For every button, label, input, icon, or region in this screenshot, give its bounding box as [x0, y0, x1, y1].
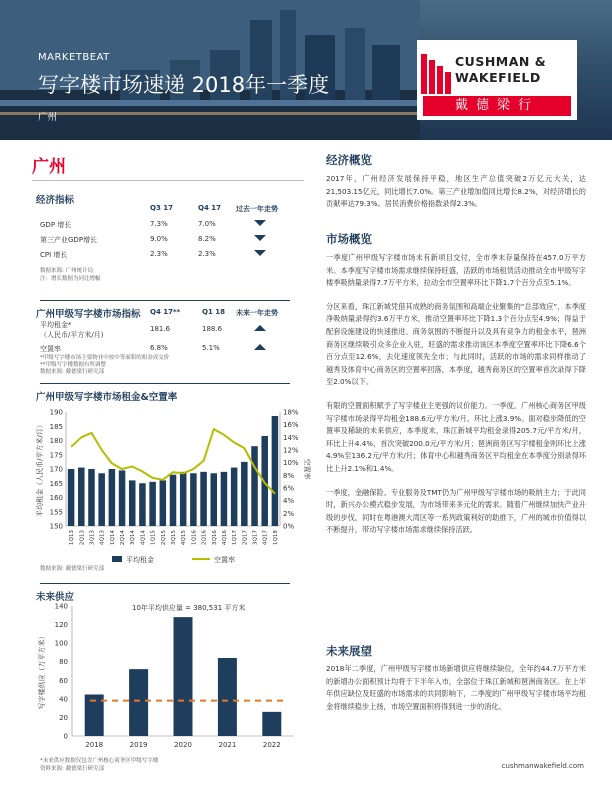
supply-y-tick-label: 40	[59, 695, 68, 704]
trend-down-icon	[254, 235, 266, 241]
rent-y-tick-label: 150	[49, 522, 63, 531]
rent-x-tick-label: 1Q13	[69, 530, 76, 546]
supply-bar	[129, 669, 148, 736]
econ-row-label: 第三产业GDP增长	[40, 236, 98, 244]
rent-x-tick-label: 2Q16	[201, 530, 208, 546]
rent-x-tick-label: 4Q14	[140, 530, 147, 546]
rent-bar	[170, 475, 177, 526]
econ-row-q4: 2.3%	[198, 250, 216, 258]
trend-up-icon	[254, 344, 266, 350]
econ-col-q4: Q4 17	[198, 204, 221, 212]
rent-x-tick-label: 2Q13	[79, 530, 86, 546]
rent-bar	[221, 472, 228, 526]
econ-row-q4: 7.0%	[198, 220, 216, 228]
rent-y-tick-label: 190	[49, 408, 63, 417]
rent-chart-source: 数据来源: 戴德梁行研究部	[40, 566, 105, 572]
rent-bar	[78, 468, 85, 526]
rent-bar	[98, 473, 105, 526]
rent-bar	[190, 473, 197, 526]
rent-x-tick-label: 4Q17	[262, 530, 269, 546]
rent-x-tick-label: 1Q16	[191, 530, 198, 546]
trend-up-icon	[254, 325, 266, 331]
supply-x-tick-label: 2020	[174, 741, 192, 749]
office-row-q4: 181.6	[150, 325, 171, 333]
logo-text-line2: WAKEFIELD	[455, 70, 541, 85]
table-row	[40, 320, 290, 342]
table-row	[40, 250, 290, 262]
header-banner	[0, 0, 612, 140]
supply-note: *未来供应数据仅包含广州核心商务区甲级写字楼	[40, 758, 159, 764]
future-supply-chart	[32, 598, 310, 758]
table-row	[40, 220, 290, 232]
ten-year-average-label: 10年平均供应量 = 380,531 平方米	[132, 604, 246, 612]
econ-row-label: CPI 增长	[40, 251, 68, 259]
rent-x-tick-label: 3Q13	[89, 530, 96, 546]
office-table-top-rule	[40, 300, 290, 301]
rent-x-tick-label: 1Q14	[109, 530, 116, 546]
office-row-label: 空置率	[40, 345, 61, 353]
supply-y-tick-label: 100	[54, 639, 68, 648]
supply-y-tick-label: 140	[54, 602, 68, 611]
vacancy-y-tick-label: 18%	[283, 408, 299, 417]
supply-y-tick-label: 20	[59, 713, 68, 722]
office-row-label: 平均租金*	[40, 321, 72, 329]
supply-x-tick-label: 2021	[218, 741, 237, 749]
legend-rent-label: 平均租金	[126, 556, 154, 564]
office-col-q4: Q4 17**	[150, 308, 181, 316]
rent-bar	[129, 480, 136, 526]
market-overview-paragraph-1: 一季度广州甲级写字楼市场未有新项目交付，全市季末存量保持在457.0万平方米。本季度写字楼市场需求继续保持旺盛，活跃的市场租赁活动推动全市甲级写字楼季吸纳量录得7.7万平方米，拉动全市空置率环比下降1.7个百分点至5.1%。	[326, 253, 586, 288]
econ-source-note: 数据来源: 广州统计局	[40, 268, 94, 274]
supply-source: 资料来源: 戴德梁行研究部	[40, 766, 105, 772]
supply-bar	[218, 658, 237, 736]
rent-chart-top-rule	[40, 383, 290, 384]
economic-overview-text: 2017年，广州经济发展保持平稳，地区生产总值突破2万亿元大关，达21,503.15亿元，同比增长7.0%。第三产业增加值同比增长8.2%，对经济增长的贡献率达79.3%。居民消费价格指数录得2.3%。	[326, 174, 586, 209]
rent-y-tick-label: 165	[49, 479, 63, 488]
rent-x-tick-label: 4Q15	[181, 530, 188, 546]
econ-row-q3: 9.0%	[150, 235, 168, 243]
market-overview-paragraph-4: 一季度，金融保险、专业服务及TMT仍为广州甲级写字楼市场的吸纳主力；于此同时，新兴办公模式稳步发展，为市场带来多元化的需求。随着广州继续加快产业升级的步伐，同时在粤港澳大湾区等一系列政策利好的助推下，广州的城市价值得以不断提升，带动写字楼市场需求继续保持活跃。	[326, 487, 586, 535]
logo-mark-icon	[421, 54, 451, 94]
vacancy-y-tick-label: 6%	[283, 484, 295, 493]
market-overview-section	[326, 231, 586, 537]
rent-x-tick-label: 2Q17	[242, 530, 249, 546]
rent-bar	[251, 446, 258, 526]
legend-rent-swatch	[112, 556, 122, 562]
vacancy-y-tick-label: 16%	[283, 421, 299, 430]
trend-down-icon	[254, 220, 266, 226]
rent-x-tick-label: 1Q15	[150, 530, 157, 546]
rent-x-tick-label: 3Q17	[252, 530, 259, 546]
office-row-q4: 6.8%	[150, 344, 168, 352]
rent-bar	[231, 468, 238, 526]
supply-bar	[262, 712, 281, 736]
econ-row-q3: 2.3%	[150, 250, 168, 258]
rent-y-tick-label: 180	[49, 437, 63, 445]
office-row-q1: 188.6	[202, 325, 223, 333]
supply-y-tick-label: 0	[63, 732, 68, 741]
rent-x-tick-label: 1Q17	[232, 530, 239, 546]
vacancy-y-tick-label: 0%	[283, 522, 295, 531]
office-table-header	[40, 308, 290, 320]
supply-y-axis-label: 写字楼供应（万平方米）	[38, 632, 46, 710]
rent-x-tick-label: 3Q15	[171, 530, 177, 546]
footer-website-link[interactable]: cushmanwakefield.com	[501, 762, 584, 770]
supply-bar	[174, 617, 193, 736]
rent-x-tick-label: 4Q13	[99, 530, 106, 546]
market-overview-heading: 市场概览	[326, 232, 372, 246]
rent-bar	[180, 472, 187, 526]
vacancy-y-tick-label: 8%	[283, 471, 295, 480]
office-note-source: 数据来源: 戴德梁行研究部	[40, 369, 105, 375]
econ-col-q3: Q3 17	[150, 204, 173, 212]
vacancy-y-tick-label: 14%	[283, 433, 299, 442]
rent-vacancy-chart	[32, 400, 310, 568]
rent-bar	[88, 469, 95, 526]
vacancy-y-tick-label: 4%	[283, 497, 295, 506]
rent-y-axis-label: 平均租金（人民币/平方米/月）	[36, 421, 44, 517]
rent-bar	[272, 416, 279, 526]
econ-table-header	[40, 204, 290, 216]
marketbeat-label: MARKETBEAT	[38, 52, 110, 63]
econ-row-q4: 8.2%	[198, 235, 216, 243]
supply-y-tick-label: 120	[54, 621, 68, 630]
market-overview-paragraph-3: 有限的空置面积赋予了写字楼业主更强的议价能力。一季度，广州核心商务区甲级写字楼市场录得平均租金188.6元/平方米/月，环比上涨3.9%。面对稳步降低的空置率及稀缺的未来供应，本季度末，珠江新城平均租金录得205.7元/平方米/月，环比上升4.4%，首次突破200.0元/平方米/月；琶洲商务区写字楼租金则环比上涨4.9%至136.2元/平方米/月；体育中心和越秀商务区平均租金在本季度分别录得环比上升2.1%和1.4%。	[326, 400, 586, 473]
vacancy-y-tick-label: 2%	[283, 509, 295, 518]
city-heading-divider	[32, 180, 304, 181]
page-title: 写字楼市场速递 2018年一季度	[38, 73, 330, 97]
logo-text-line1: CUSHMAN &	[455, 54, 547, 69]
rent-x-tick-label: 3Q16	[211, 530, 218, 546]
econ-col-trend: 过去一年走势	[236, 205, 278, 213]
office-row-label-unit: （人民币/平方米/月)	[40, 331, 104, 339]
economic-overview-section	[326, 152, 586, 211]
outlook-section	[326, 643, 586, 713]
rent-y-tick-label: 155	[49, 508, 63, 517]
header-title-box	[38, 52, 329, 123]
rent-bar	[149, 482, 156, 526]
rent-chart-heading: 广州甲级写字楼市场租金&空置率	[36, 392, 178, 403]
office-col-trend: 未来一年走势	[236, 309, 278, 317]
supply-chart-heading: 未来供应	[36, 592, 75, 603]
supply-chart-top-rule	[40, 583, 290, 584]
economic-overview-heading: 经济概览	[326, 153, 372, 167]
econ-row-label: GDP 增长	[40, 221, 72, 229]
econ-growth-note: 注：增长数据为同比增幅	[40, 276, 101, 282]
vacancy-y-tick-label: 12%	[283, 446, 299, 455]
rent-y-tick-label: 185	[49, 422, 63, 431]
logo-chinese-name: 戴德梁行	[423, 96, 571, 116]
rent-y-tick-label: 175	[49, 451, 63, 460]
outlook-text: 2018年二季度，广州甲级写字楼市场新增供应将继续缺位，全年约44.7万平方米的新增办公面积预计均将于下半年入市，全部位于珠江新城和琶洲商务区。在上半年供应缺位及旺盛的市场需求的共同影响下，二季度的广州甲级写字楼市场平均租金将继续稳步上扬，市场空置面积将得到进一步的消化。	[326, 664, 586, 711]
office-indicators-heading: 广州甲级写字楼市场指标	[36, 309, 141, 320]
econ-indicators-heading: 经济指标	[36, 195, 75, 206]
office-note-rent: *甲级写字楼市场主要物业中按中等面积的租金成交价	[40, 355, 170, 361]
trend-down-icon	[254, 250, 266, 256]
rent-bar	[68, 469, 75, 526]
supply-y-tick-label: 80	[59, 658, 68, 667]
rent-bar	[241, 462, 248, 526]
rent-x-tick-label: 2Q14	[120, 530, 127, 546]
rent-y-tick-label: 160	[49, 494, 63, 502]
rent-bar	[211, 473, 218, 526]
market-overview-paragraph-2: 分区来看，珠江新城凭借其成熟的商务氛围和高端企业聚集的“总部效应”，本季度净吸纳量录得约3.6万平方米，推动空置率环比下降1.3个百分点至4.9%；得益于配套设施建设的快速推进、商务氛围的不断提升以及具有竞争力的租金水平，琶洲商务区继续吸引众多企业入驻，旺盛的需求推动该区本季度空置率环比下降6.6个百分点至12.6%，去化速度领先全市；与此同时，活跃的市场的需求同样推动了越秀及体育中心商务区的空置率回落，本季度，越秀商务区的空置率首次录得下降至2.0%以下。	[326, 301, 586, 387]
rent-bar	[109, 469, 116, 526]
rent-bar	[160, 480, 167, 526]
header-city: 广州	[38, 112, 58, 123]
supply-y-tick-label: 60	[59, 676, 68, 685]
rent-bar	[200, 472, 207, 526]
cushman-wakefield-logo	[417, 40, 577, 120]
supply-x-tick-label: 2019	[129, 741, 148, 749]
legend-vacancy-label: 空置率	[214, 556, 235, 564]
office-note-adjust: **甲级写字楼数据有所调整	[40, 362, 107, 368]
rent-x-tick-label: 1Q18	[272, 530, 279, 546]
rent-bar	[139, 483, 146, 526]
econ-row-q3: 7.3%	[150, 220, 168, 228]
rent-x-tick-label: 4Q16	[221, 530, 228, 546]
rent-bar	[119, 470, 126, 526]
table-row	[40, 235, 290, 247]
vacancy-y-axis-label: 空置率	[303, 458, 311, 480]
outlook-heading: 未来展望	[326, 644, 372, 658]
supply-x-tick-label: 2018	[85, 741, 104, 749]
rent-x-tick-label: 3Q14	[130, 530, 137, 546]
rent-y-tick-label: 170	[49, 465, 63, 474]
vacancy-y-tick-label: 10%	[283, 459, 299, 468]
city-heading: 广州	[32, 157, 66, 177]
supply-x-tick-label: 2022	[262, 741, 281, 749]
rent-x-tick-label: 2Q15	[160, 530, 167, 546]
office-row-q1: 5.1%	[202, 344, 220, 352]
office-col-q1: Q1 18	[202, 308, 225, 316]
